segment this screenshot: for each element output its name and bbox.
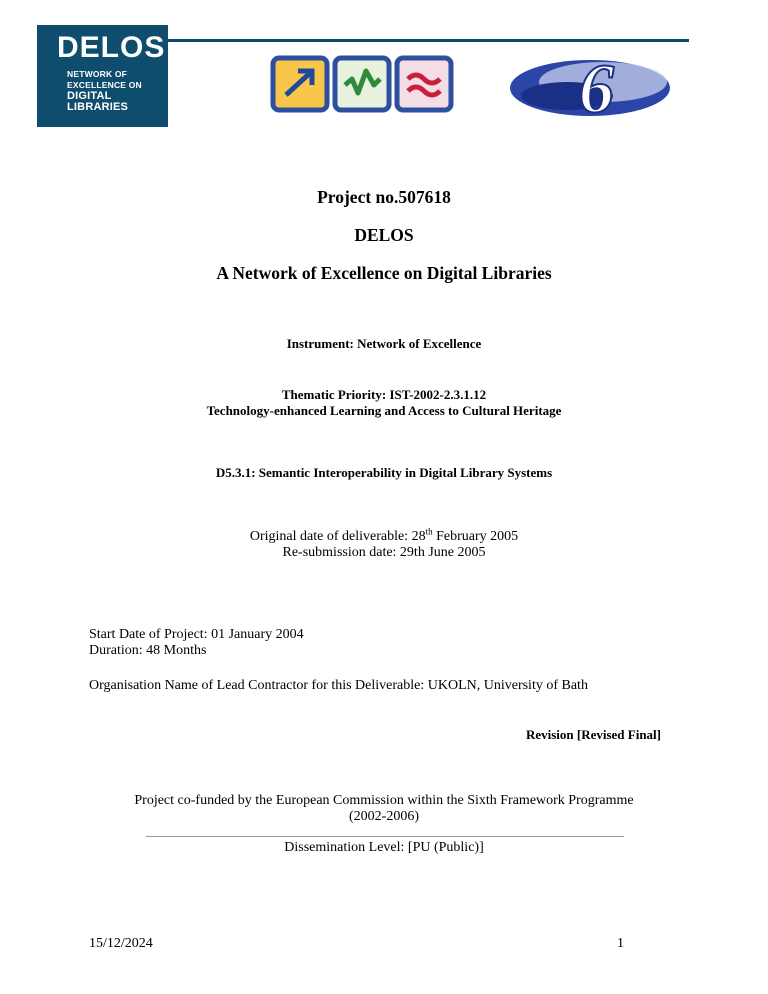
delos-logo-word: DELOS bbox=[57, 31, 166, 64]
ist-wave-icon bbox=[335, 58, 389, 110]
resubmission-date: Re-submission date: 29th June 2005 bbox=[282, 545, 486, 560]
original-date bbox=[0, 526, 768, 545]
original-date-sup: th bbox=[425, 526, 433, 537]
funding-line: Project co-funded by the European Commission within the Sixth Framework Programme bbox=[134, 793, 634, 808]
page-number: 1 bbox=[617, 936, 624, 951]
delos-logo-line-4: LIBRARIES bbox=[67, 101, 129, 113]
funding-divider bbox=[146, 836, 624, 837]
delos-logo-line-1: NETWORK OF bbox=[67, 69, 128, 79]
ist-arrow-icon bbox=[273, 58, 327, 110]
lead-contractor: Organisation Name of Lead Contractor for this Deliverable: UKOLN, University of Bath bbox=[89, 678, 588, 693]
project-duration: Duration: 48 Months bbox=[89, 643, 207, 658]
delos-logo-subtitle bbox=[67, 69, 167, 113]
instrument-line: Instrument: Network of Excellence bbox=[286, 336, 482, 351]
thematic-priority: Thematic Priority: IST-2002-2.3.1.12 bbox=[281, 387, 487, 402]
thematic-area: Technology-enhanced Learning and Access to Cultural Heritage bbox=[206, 403, 562, 418]
project-acronym: DELOS bbox=[354, 225, 414, 245]
svg-text:6: 6 bbox=[579, 52, 614, 120]
deliverable-title: D5.3.1: Semantic Interoperability in Digital Library Systems bbox=[215, 465, 553, 480]
revision-label: Revision [Revised Final] bbox=[525, 727, 661, 742]
project-start-date: Start Date of Project: 01 January 2004 bbox=[89, 627, 304, 642]
delos-logo-line-3: DIGITAL bbox=[67, 90, 112, 102]
original-date-prefix: Original date of deliverable: 28 bbox=[249, 529, 426, 544]
ist-logo bbox=[270, 55, 456, 113]
dissemination-level: Dissemination Level: [PU (Public)] bbox=[284, 840, 484, 855]
funding-period: (2002-2006) bbox=[349, 809, 419, 824]
footer-date: 15/12/2024 bbox=[89, 936, 153, 951]
fp6-logo bbox=[507, 52, 673, 120]
delos-logo bbox=[37, 25, 168, 127]
delos-logo-line-2: EXCELLENCE ON bbox=[67, 80, 142, 90]
original-date-suffix: February 2005 bbox=[432, 529, 519, 544]
project-full-name: A Network of Excellence on Digital Libraries bbox=[216, 263, 552, 283]
project-number: Project no.507618 bbox=[317, 187, 451, 207]
ist-approx-icon bbox=[397, 58, 451, 110]
